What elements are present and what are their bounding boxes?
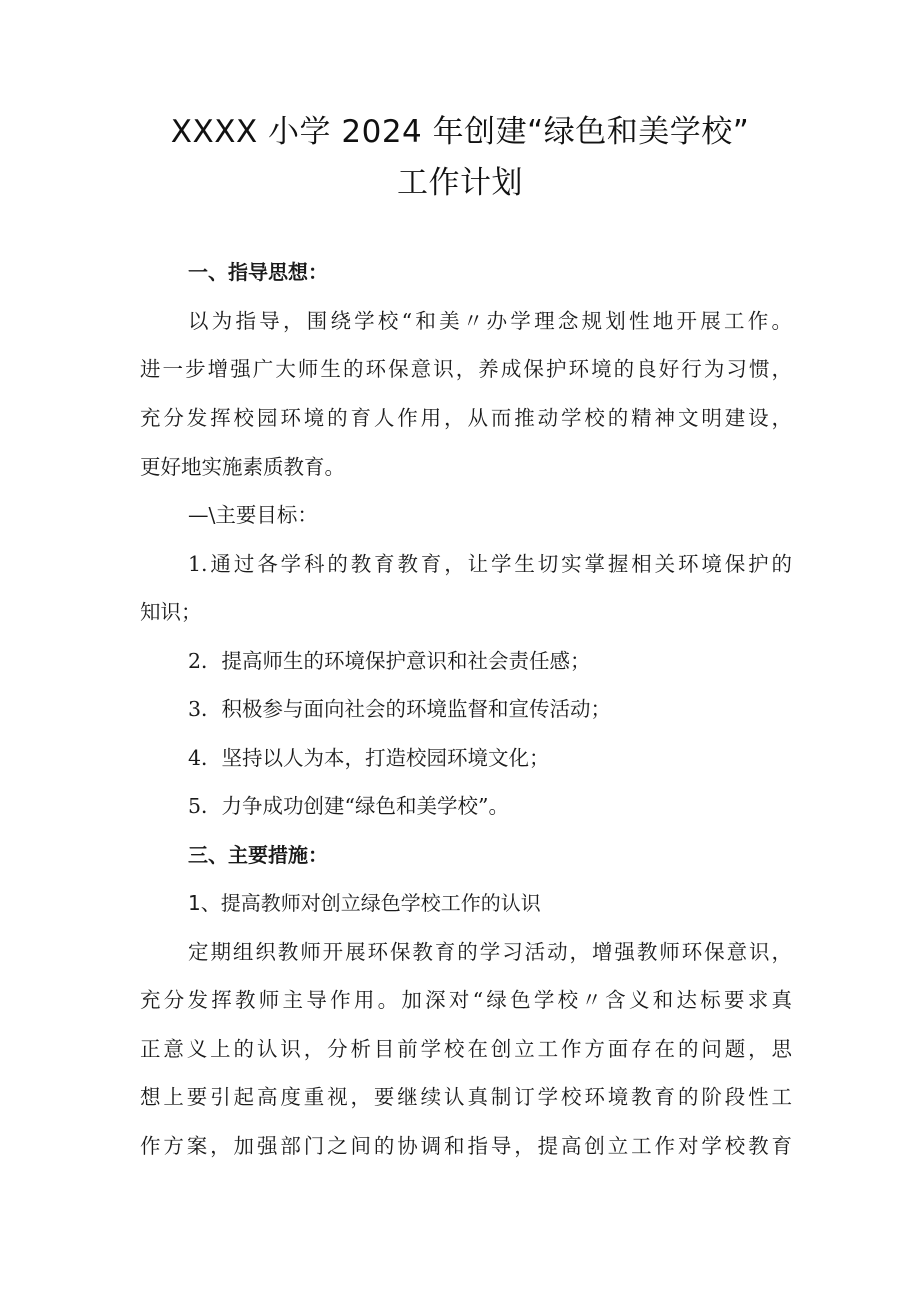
subsection-heading: 1、提高教师对创立绿色学校工作的认识 bbox=[188, 891, 541, 915]
goal-item: 3．积极参与面向社会的环境监督和宣传活动； bbox=[188, 697, 612, 721]
goal-item-continuation: 知识； bbox=[140, 600, 202, 624]
section-heading-main-goals: —\主要目标： bbox=[188, 503, 318, 527]
paragraph-line: 充分发挥校园环境的育人作用，从而推动学校的精神文明建设， bbox=[140, 406, 792, 430]
paragraph-line: 以为指导，围绕学校“和美〃办学理念规划性地开展工作。 bbox=[188, 309, 792, 333]
paragraph-line: 作方案，加强部门之间的协调和指导，提高创立工作对学校教育 bbox=[140, 1134, 792, 1158]
document-title-line-1: XXXX 小学 2024 年创建“绿色和美学校” bbox=[170, 114, 750, 150]
goal-item: 2．提高师生的环境保护意识和社会责任感； bbox=[188, 649, 591, 673]
goal-item: 4．坚持以人为本，打造校园环境文化； bbox=[188, 746, 550, 770]
document-title-line-2: 工作计划 bbox=[397, 165, 523, 201]
section-heading-main-measures: 三、主要措施： bbox=[188, 843, 328, 867]
paragraph-line: 想上要引起高度重视，要继续认真制订学校环境教育的阶段性工 bbox=[140, 1085, 792, 1109]
paragraph-line: 正意义上的认识，分析目前学校在创立工作方面存在的问题，思 bbox=[140, 1037, 792, 1061]
section-heading-guiding-thought: 一、指导思想： bbox=[188, 260, 328, 284]
paragraph-line: 定期组织教师开展环保教育的学习活动，增强教师环保意识， bbox=[188, 940, 792, 964]
goal-item: 5．力争成功创建“绿色和美学校”。 bbox=[188, 794, 510, 818]
paragraph-line: 充分发挥教师主导作用。加深对“绿色学校〃含义和达标要求真 bbox=[140, 988, 792, 1012]
paragraph-line: 进一步增强广大师生的环保意识，养成保护环境的良好行为习惯， bbox=[140, 357, 792, 381]
goal-item: 1.通过各学科的教育教育，让学生切实掌握相关环境保护的 bbox=[188, 552, 792, 576]
paragraph-line: 更好地实施素质教育。 bbox=[140, 455, 345, 479]
